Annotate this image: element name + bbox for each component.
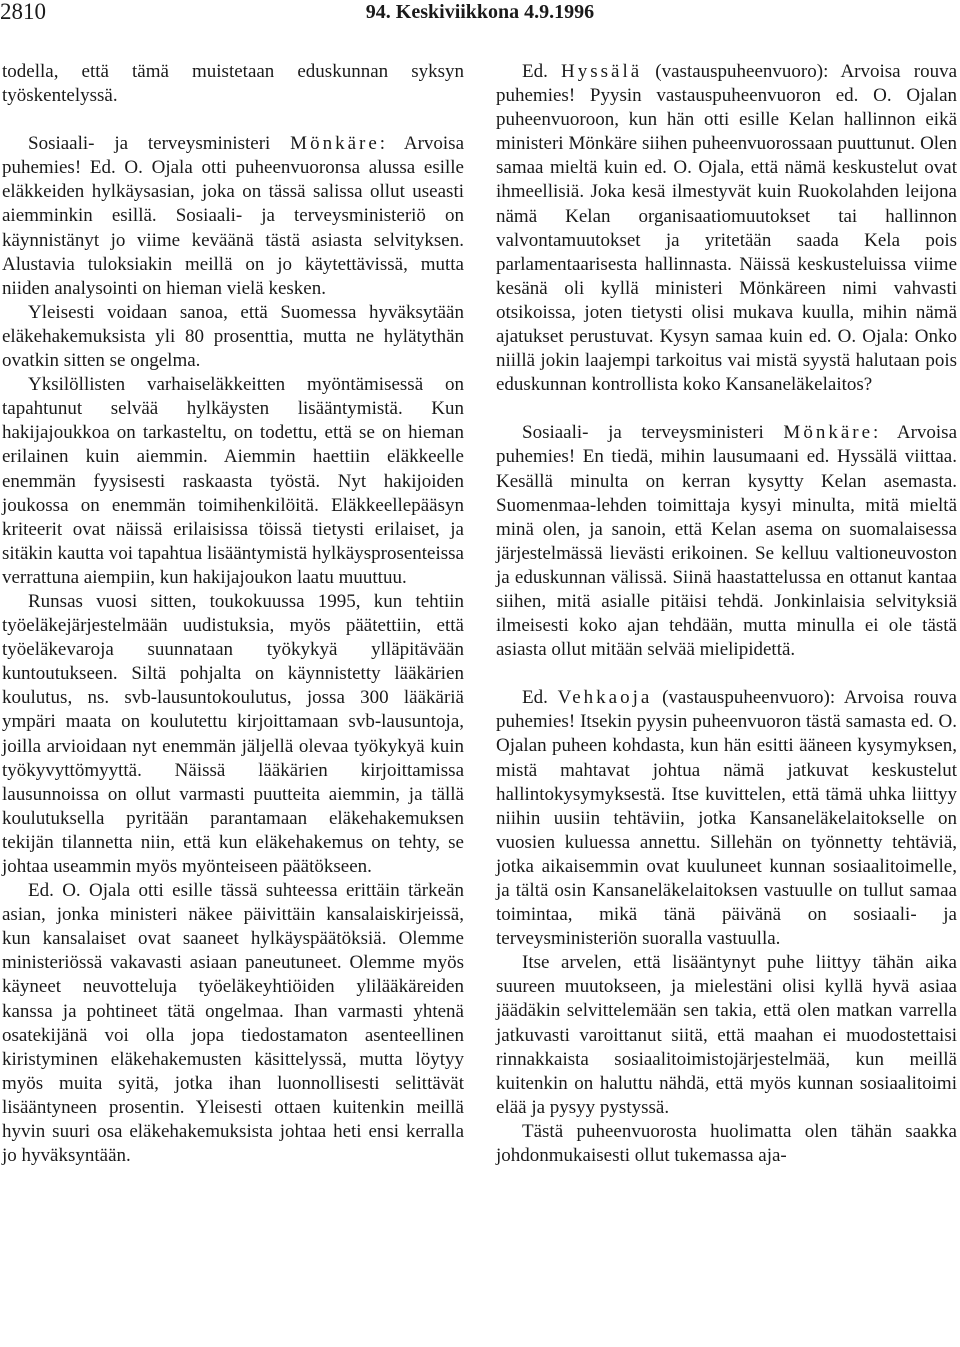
right-speech-monkare <box>496 421 957 662</box>
speech-text: : Arvoisa puhemies! En tiedä, mihin lausumaani ed. Hyssälä viittaa. Kesällä minulta on kerran kysytty Kelan asemasta. Suomenmaa-lehden toimittaja kysyi minulta, mitä mieltä minä olen, ja sanoin, että Kelan asema on suomalaisessa järjestelmässä lievästi erikoinen. Se kelluu valtioneuvoston ja eduskunnan välissä. Siinä haastattelussa en ottanut kantaa siihen, mitä asialle pitäisi tehdä. Jonkinlaisia selvityksiä ilmeisesti koko ajan tehdään, mutta minulla ei ole tästä asiasta ollut mitään selvää mielipidettä. <box>496 422 957 661</box>
speech-text: (vastauspuheenvuoro): Arvoisa rouva puhemies! Itsekin pyysin puheenvuoron tästä samasta ed. O. Ojalan puheen kohdasta, kun hän esitti ääneen kysymyksen, mistä mahtavat johtua nämä jatkuvat keskustelut hallintokysymyksestä. Itse kuvittelen, että tämä uhka liittyy niihin uusiin tehtäviin, jotka Kansaneläkelaitokselle on vuosien kuluessa annettu. Sillehän on työnnetty tehtäviä, jotka aikaisemmin ovat kuuluneet kunnan sosiaalitoimelle, ja tältä osin Kansaneläkelaitoksen vastuulle on tullut samaa toimintaa, mikä tänä päivänä on sosiaali- ja terveysministeriön suoralla vastuulla. <box>496 687 957 950</box>
page-number: 2810 <box>0 0 46 24</box>
left-paragraph-1: todella, että tämä muistetaan eduskunnan syksyn työskentelyssä. <box>2 61 464 107</box>
right-speech-hyssala <box>496 60 957 397</box>
speaker-title: Ed. <box>522 61 548 82</box>
page-header <box>0 0 960 30</box>
left-paragraph-6: Ed. O. Ojala otti esille tässä suhteessa erittäin tärkeän asian, jonka ministeri näkee päivittäin kansalaiskirjeissä, kun kansalaiset ovat saaneet hylkäyspäätöksiä. Olemme ministeriössä vakavasti asiaan paneutuneet. Olemme myös käyneet neuvotteluja työeläkeyhtiöiden ylilääkäreiden kanssa ja pohtineet tätä ongelmaa. Ihan varmasti yhtenä osatekijänä voi olla jopa tiedostamaton asenteellinen kiristyminen eläkehakemusten käsittelyssä, mutta löytyy myös muita syitä, jotka ihan luonnollisesti selittävät lisääntyneen prosentin. Yleisesti ottaen kuitenkin meillä hyvin suuri osa eläkehakemuksista johtaa heti ensi kerralla jo hyväksyntään. <box>2 880 464 1167</box>
left-paragraph-4: Yksilöllisten varhaiseläkkeitten myöntämisessä on tapahtunut selvää hylkäysten lisääntymistä. Kun hakijajoukkoa on tarkasteltu, on todettu, että se on hieman erilainen kuin aiemmin. Aiemmin haettiin eläkkeelle enemmän fyysisesti raskaasta työstä. Nyt hakijoiden joukossa on enemmän toimihenkilöitä. Eläkkeellepääsyn kriteerit ovat näissä erilaisissa töissä tietysti erilaiset, ja sitäkin kautta voi tapahtua lisääntymistä hylkäysprosenteissa verrattuna aiempiin, kun hakijajoukon laatu muuttuu. <box>2 374 464 588</box>
speaker-name: Vehkaoja <box>557 687 653 709</box>
speech-text: : Arvoisa puhemies! Ed. O. Ojala otti puheenvuoronsa alussa esille eläkkeiden hylkäysasian, joka on tässä salissa ollut useasti aiemminkin esillä. Sosiaali- ja terveysministeriö on käynnistänyt jo viime keväänä tästä asiasta selvityksen. Alustavia tuloksiakin meillä on jo käytettävissä, mutta niiden analysointi on hieman vielä kesken. <box>2 133 464 299</box>
right-speech-vehkaoja <box>496 686 957 951</box>
left-speech-monkare <box>2 132 464 301</box>
speaker-name: Mönkäre <box>783 422 874 444</box>
right-paragraph-4: Itse arvelen, että lisääntynyt puhe liittyy tähän aika suureen muutokseen, ja mielestäni olisi kyllä hyvä asiaa jäädäkin selvittelemään sen takia, että olen matkan varrella jatkuvasti varoittanut siitä, että maahan ei muodostettaisi rinnakkaista sosiaalitoimistojärjestelmää, kun meillä kuitenkin on haluttu nähdä, että myös kunnan sosiaalitoimi elää ja pysyy pystyssä. <box>496 952 957 1118</box>
speaker-title: Sosiaali- ja terveysministeri <box>522 422 764 444</box>
right-paragraph-5: Tästä puheenvuorosta huolimatta olen tähän saakka johdonmukaisesti ollut tukemassa aja- <box>496 1120 957 1167</box>
speaker-name: Hyssälä <box>561 61 643 82</box>
speech-text: (vastauspuheenvuoro): Arvoisa rouva puhemies! Pyysin vastauspuheenvuoron ed. O. Ojalan puheenvuoroon, kun hän otti esille Kelan hallinnon eikä ministeri Mönkäre siihen puheenvuorossaan puuttunut. Olen samaa mieltä kuin ed. O. Ojala, että nämä keskustelut ovat ihmeellisiä. Joka kesä ilmestyvät kuin Ruokolahden leijona nämä Kelan organisaatiomuutokset tai hallinnon valvontamuutokset ja yritetään saada Kela pois parlamentaarisesta hallinnasta. Näissä keskusteluissa viime kesänä oli kyllä ministeri Mönkäreen nimi vahvasti otsikoissa, joten tietysti olisi mukava kuulla, mihin nämä ajatukset perustuvat. Kysyn samaa kuin ed. O. Ojala: Onko niillä jokin laajempi tarkoitus vai mistä syystä halutaan pois eduskunnan kontrollista koko Kansaneläkelaitos? <box>496 61 957 396</box>
session-date: 94. Keskiviikkona 4.9.1996 <box>365 1 595 23</box>
left-column <box>2 60 464 1168</box>
speaker-title: Sosiaali- ja terveysministeri <box>28 133 271 155</box>
right-column <box>496 60 957 1168</box>
speaker-name: Mönkäre <box>290 133 380 155</box>
speaker-title: Ed. <box>522 687 548 709</box>
left-paragraph-5: Runsas vuosi sitten, toukokuussa 1995, kun tehtiin työeläkejärjestelmään uudistuksia, myös päätettiin, että työeläkevaroja suunnataan työkykyä ylläpitävään kuntoutukseen. Siltä pohjalta on käynnistetty lääkärien koulutus, ns. svb-lausuntokoulutus, jossa 300 lääkäriä ympäri maata on koulutettu kirjoittamaan svb-lausuntoja, joilla arvioidaan nyt enemmän jäljellä olevaa työkykyä kuin työkyvyttömyyttä. Näissä lääkärien kirjoittamissa lausunnoissa on ollut varmasti puutteita aiemmin, ja tällä koulutuksella pyritään parantamaan eläkehakemuksen tekijän tilannetta niin, että kun eläkehakemus on tehty, se johtaa useammin myös myönteiseen päätökseen. <box>2 590 464 877</box>
left-paragraph-3: Yleisesti voidaan sanoa, että Suomessa hyväksytään eläkehakemuksista yli 80 prosenttia, mutta ne hylätythän ovatkin sitten se ongelma. <box>2 301 464 372</box>
